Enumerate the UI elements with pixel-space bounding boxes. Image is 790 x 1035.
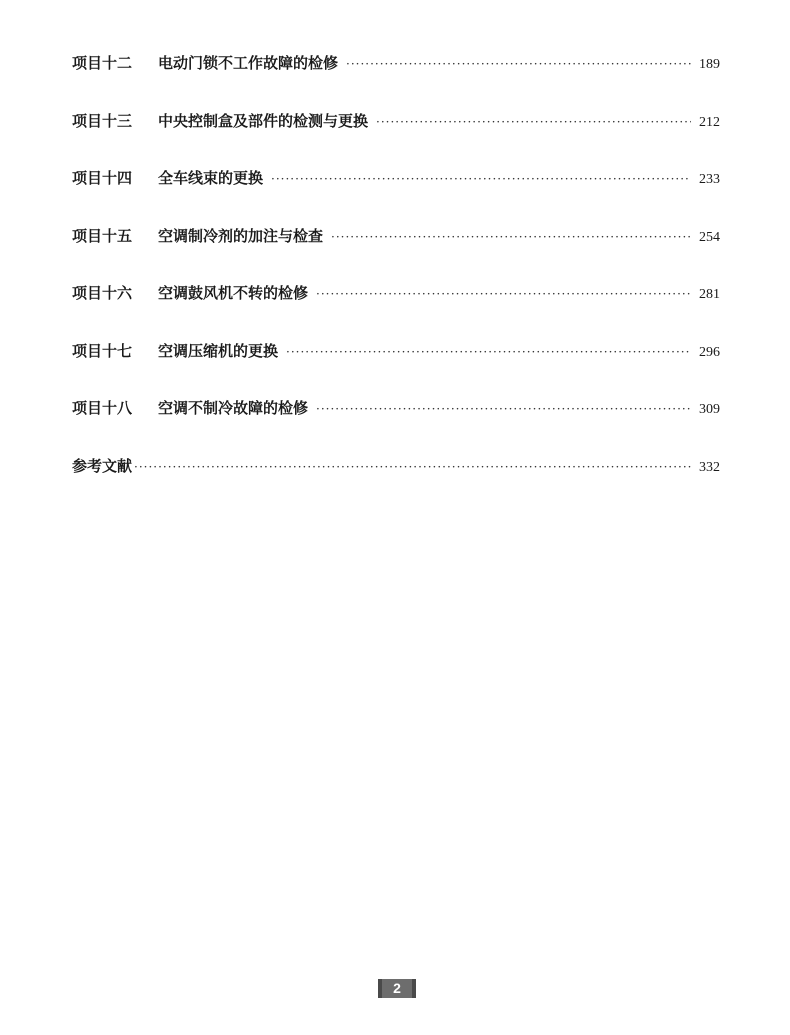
toc-entry[interactable] — [72, 395, 720, 453]
dot-leader — [316, 396, 691, 422]
toc-entry-title: 全车线束的更换 — [158, 169, 264, 187]
dot-leader — [376, 109, 691, 135]
toc-entry-title: 中央控制盒及部件的检测与更换 — [158, 111, 369, 130]
toc-entry[interactable] — [72, 280, 720, 338]
toc-entry-page: 254 — [699, 229, 720, 245]
page-number: 2 — [378, 979, 416, 998]
dot-leader — [346, 51, 691, 77]
toc-entry-project: 项目十七 — [72, 341, 133, 360]
dot-leader — [331, 224, 691, 250]
toc-entry-title: 空调制冷剂的加注与检查 — [158, 226, 324, 245]
dot-leader — [271, 166, 691, 192]
toc-entry[interactable] — [72, 338, 720, 396]
dot-leader — [286, 339, 691, 365]
dot-leader — [316, 281, 691, 307]
toc-entry-page: 309 — [699, 402, 720, 417]
dot-leader — [134, 454, 691, 480]
toc-entry-project: 项目十八 — [72, 399, 133, 417]
toc-entry[interactable] — [72, 165, 720, 223]
toc-entry-page: 212 — [699, 114, 720, 130]
toc-entry-project: 项目十三 — [72, 111, 133, 130]
toc-entry-project: 项目十二 — [72, 54, 133, 72]
toc-entry-page: 233 — [699, 172, 720, 187]
toc-entry-page: 296 — [699, 344, 720, 360]
toc-entry[interactable] — [72, 108, 720, 166]
toc-entry[interactable] — [72, 50, 720, 108]
toc-entry-title: 电动门锁不工作故障的检修 — [158, 54, 339, 72]
toc-entry-page: 189 — [699, 57, 720, 72]
toc-entry-title: 参考文献 — [72, 456, 133, 475]
toc-entry-project: 项目十四 — [72, 169, 133, 187]
toc-entry-title: 空调不制冷故障的检修 — [158, 399, 309, 417]
toc-entry-page: 281 — [699, 287, 720, 302]
toc-entry-references[interactable] — [72, 453, 720, 511]
toc-entry-project: 项目十六 — [72, 284, 133, 302]
toc-entry-title: 空调鼓风机不转的检修 — [158, 284, 309, 302]
toc-entry[interactable] — [72, 223, 720, 281]
toc-entry-project: 项目十五 — [72, 226, 133, 245]
toc-entry-page: 332 — [699, 459, 720, 475]
table-of-contents — [72, 50, 720, 510]
toc-entry-title: 空调压缩机的更换 — [158, 341, 279, 360]
